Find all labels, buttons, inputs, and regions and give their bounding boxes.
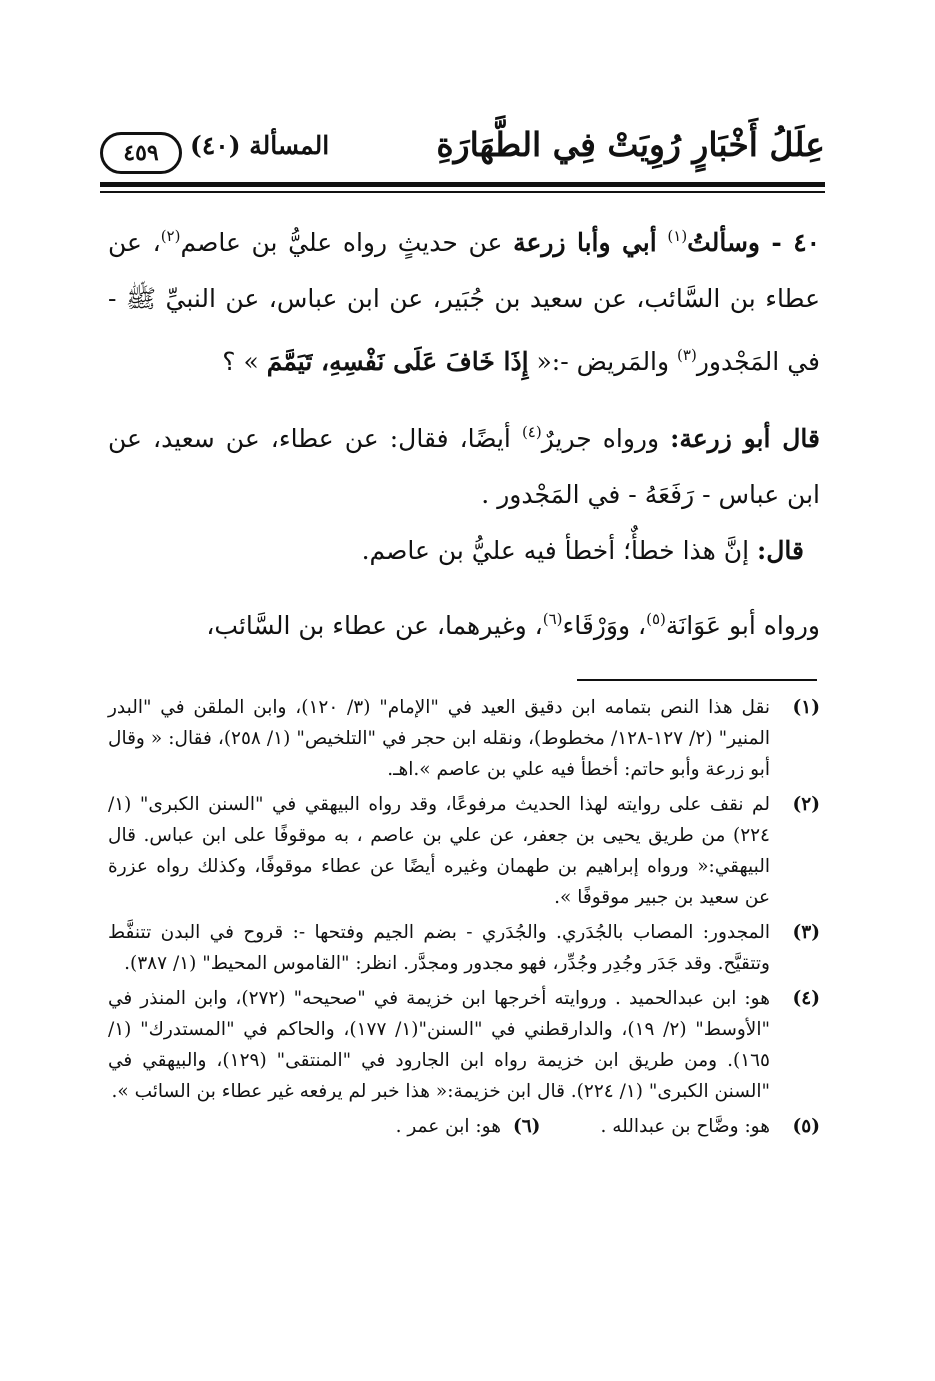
abu-zurah-lead: قال أبو زرعة: [670,424,820,453]
hadith-quote: إِذَا خَافَ عَلَى نَفْسِهِ، تَيَمَّمَ [266,347,529,376]
footnote-ref-6: (٦) [542,610,563,628]
page-number: ٤٥٩ [100,132,182,174]
running-header [100,120,825,176]
question-number: ٤٠ - وسألتُ [687,228,821,257]
footnote-number: (٤) [792,988,820,1009]
narration-text: ورواه أبو عَوَانَة [665,611,820,640]
chain-text: عن حديثٍ رواه عليُّ بن عاصم [180,228,503,257]
footnote-text: المجدور: المصاب بالجُدَري. والجُدَري - بضم الجيم وفتحها -: قروح في البدن تتنفَّط وتتقيَّح. وقد جَدَر وجُدِر وجُدِّر، فهو مجدور ومجدَّر. انظر: "القاموس المحيط" (١/ ٣٨٧). [108,922,770,974]
abu-zurah-text-2: أيضًا، فقال: عن عطاء، عن سعيد، عن ابن عباس - رَفَعَهُ - في المَجْدور . [108,424,820,509]
footnote-ref-2: (٢) [160,227,181,245]
footnote-text: نقل هذا النص بتمامه ابن دقيق العيد في "الإمام" (٣/ ١٢٠)، وابن الملقن في "البدر المنير" (٢/ ١٢٧-١٢٨/ مخطوط)، ونقله ابن حجر في "التلخيص" (١/ ٢٥٨)، فقال: « وقال أبو زرعة وأبو حاتم: أخطأ فيه علي بن عاصم ».اهـ. [108,697,770,780]
abu-zurah-text: ورواه جريرٌ [541,424,660,453]
header-rule-thin [100,191,825,193]
footnotes [108,692,820,1146]
footnote-number: (١) [792,697,820,718]
footnote-text: لم نقف على روايته لهذا الحديث مرفوعًا، وقد رواه البيهقي في "السنن الكبرى" (١/ ٢٢٤) من طريق يحيى بن جعفر، عن علي بن عاصم ، به موقوفًا على ابن عباس. قال البيهقي:« ورواه إبراهيم بن طهمان وغيره أيضًا عن عطاء موقوفًا، وكذلك رواه عزرة عن سعيد بن جبير موقوفًا ». [108,794,770,908]
footnote-6-number: (٦) [512,1116,541,1137]
footnote-ref-1: (١) [667,227,688,245]
narration-text-2: ، ووَرْقَاء [562,611,647,640]
main-text [108,208,820,654]
question-paragraph [108,208,820,390]
footnote-ref-5: (٥) [646,610,666,628]
footnote-separator [577,679,817,681]
narration-paragraph [108,591,820,654]
footnote-ref-4: (٤) [521,423,542,441]
footnote-5-text: هو: وضَّاح بن عبدالله . [600,1116,770,1137]
verdict-lead: قال: [757,536,804,565]
footnote-2 [108,789,820,913]
verdict-paragraph [108,523,820,579]
footnote-4 [108,983,820,1107]
chain-text-3: والمَريض -:« [536,347,670,376]
footnote-number: (٣) [792,922,820,943]
footnotes-5-6 [108,1111,820,1142]
footnote-ref-3: (٣) [677,346,697,364]
footnote-6-text: هو: ابن عمر . [395,1116,501,1137]
footnote-text: هو: ابن عبدالحميد . وروايته أخرجها ابن خزيمة في "صحيحه" (٢٧٢)، وابن المنذر في "الأوسط" (٢/ ١٩)، والدارقطني في "السنن"(١/ ١٧٧)، والحاكم في "المستدرك" (١/ ١٦٥). ومن طريق ابن خزيمة رواه ابن الجارود في "المنتقى" (١٢٩)، والبيهقي في "السنن الكبرى" (١/ ٢٢٤). قال ابن خزيمة:« هذا خبر لم يرفعه غير عطاء بن السائب ». [108,988,770,1102]
footnote-number: (٥) [792,1116,820,1137]
verdict-text: إنَّ هذا خطأٌ؛ أخطأ فيه عليُّ بن عاصم. [361,536,750,565]
narrators: أبي وأبا زرعة [513,228,657,257]
masala-label: المسألة (٤٠) [190,131,330,160]
quote-close: » ؟ [222,347,259,376]
narration-text-3: ، وغيرهما، عن عطاء بن السَّائب، [206,611,543,640]
footnote-number: (٢) [792,794,820,815]
footnote-3 [108,917,820,979]
header-rule-thick [100,182,825,187]
abu-zurah-paragraph [108,404,820,523]
footnote-1 [108,692,820,785]
chain-text-2: ، عن عطاء بن السَّائب، عن سعيد بن جُبَير، عن ابن عباس، عن النبيِّ ﷺ - في المَجْدور [108,228,820,376]
book-title: عِلَلُ أَخْبَارٍ رُوِيَتْ فِي الطَّهَارَةِ [436,125,825,164]
